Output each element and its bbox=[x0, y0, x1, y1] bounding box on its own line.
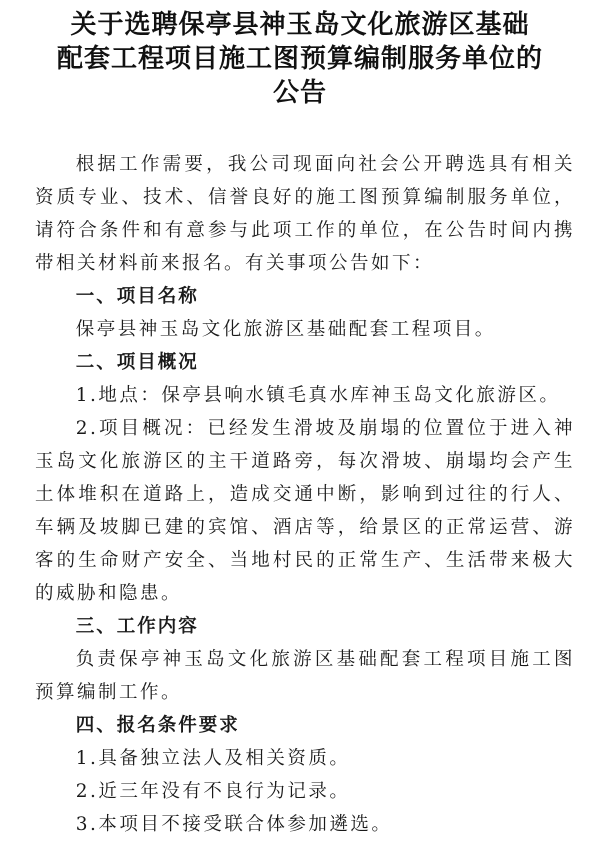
requirement-item-3: 3.本项目不接受联合体参加遴选。 bbox=[75, 814, 393, 835]
requirement-item-1: 1.具备独立法人及相关资质。 bbox=[75, 748, 351, 769]
section-heading-project-name: 一、项目名称 bbox=[75, 286, 199, 307]
title-line-3: 公告 bbox=[272, 78, 327, 108]
overview-description: 2.项目概况：已经发生滑坡及崩塌的位置位于进入神玉岛文化旅游区的主干道路旁，每次滑坡、崩塌均会产生土体堆积在道路上，造成交通中断，影响到过往的行人、车辆及坡脚已建的宾馆、酒店等，给景区的正常运营、游客的生命财产安全、当地村民的正常生产、生活带来极大的威胁和隐患。 bbox=[35, 418, 575, 604]
title-line-1: 关于选聘保亭县神玉岛文化旅游区基础 bbox=[70, 10, 530, 40]
section-heading-requirements: 四、报名条件要求 bbox=[75, 715, 240, 736]
section-heading-work-content: 三、工作内容 bbox=[75, 616, 199, 637]
document-title bbox=[0, 8, 600, 110]
project-name-text: 保亭县神玉岛文化旅游区基础配套工程项目。 bbox=[75, 319, 496, 340]
requirement-item-2: 2.近三年没有不良行为记录。 bbox=[75, 781, 351, 802]
intro-paragraph: 根据工作需要，我公司现面向社会公开聘选具有相关资质专业、技术、信誉良好的施工图预算编制服务单位，请符合条件和有意参与此项工作的单位，在公告时间内携带相关材料前来报名。有关事项公告如下： bbox=[35, 154, 575, 274]
title-line-2: 配套工程项目施工图预算编制服务单位的 bbox=[56, 44, 543, 74]
work-content-text: 负责保亭神玉岛文化旅游区基础配套工程项目施工图预算编制工作。 bbox=[35, 649, 575, 703]
document-body bbox=[35, 148, 575, 841]
overview-location: 1.地点：保亭县响水镇毛真水库神玉岛文化旅游区。 bbox=[75, 385, 561, 406]
section-heading-project-overview: 二、项目概况 bbox=[75, 352, 199, 373]
